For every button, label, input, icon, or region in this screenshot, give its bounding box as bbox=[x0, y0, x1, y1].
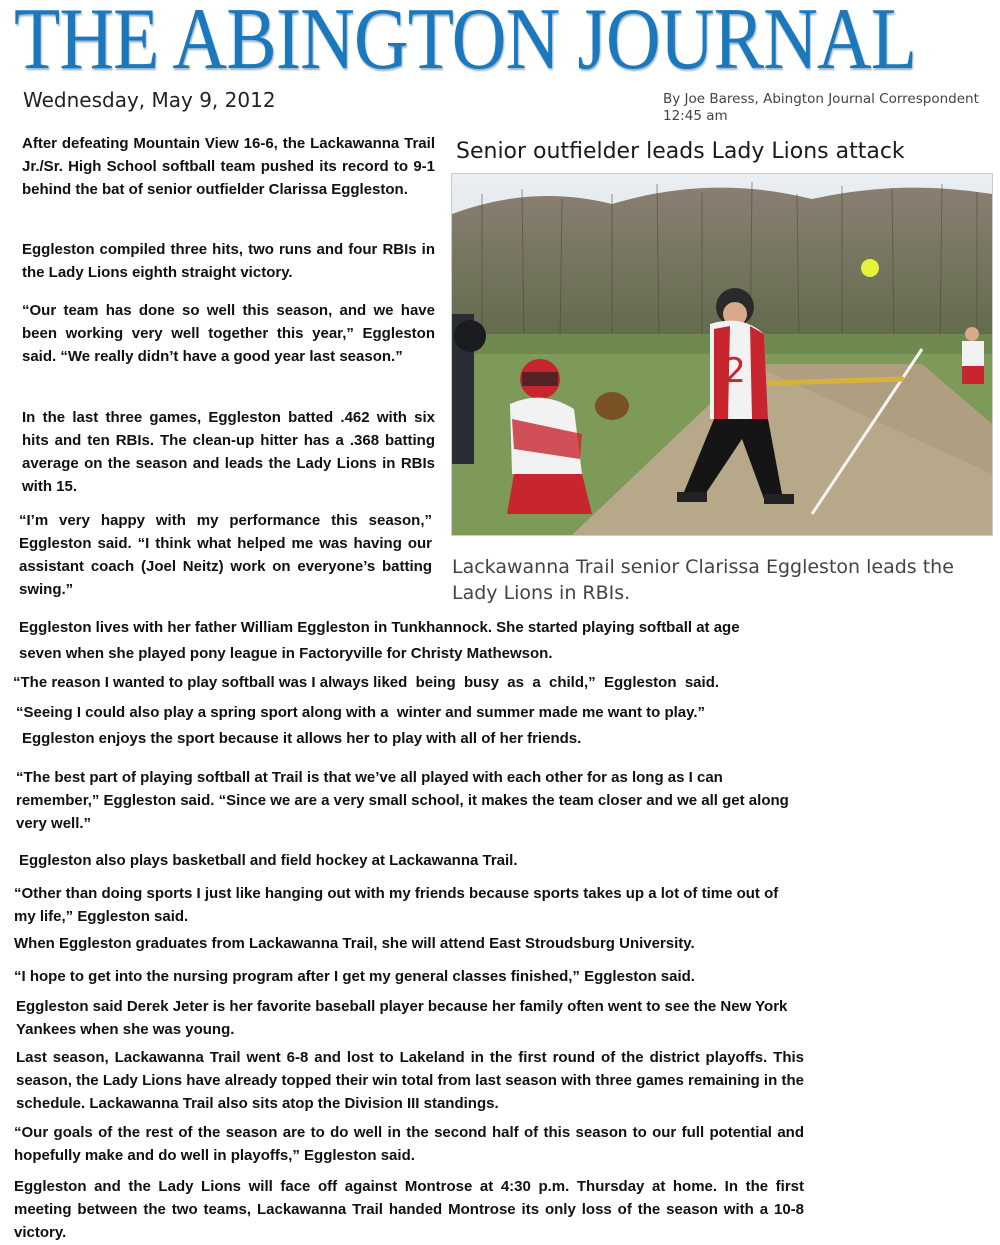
photo-title: Senior outfielder leads Lady Lions attack bbox=[456, 139, 905, 164]
photo-caption: Lackawanna Trail senior Clarissa Eggleston leads the Lady Lions in RBIs. bbox=[452, 556, 954, 604]
article-text: for Christy Mathewson. bbox=[386, 645, 553, 662]
byline bbox=[663, 91, 979, 125]
article-paragraph: “Other than doing sports I just like hanging out with my friends because sports takes up a lot of time out of my life,” Eggleston said. bbox=[14, 885, 779, 925]
article-text: seven when she played pony league in Factoryville bbox=[19, 645, 383, 662]
article-paragraph: Eggleston also plays basketball and field hockey at Lackawanna Trail. bbox=[19, 852, 518, 869]
byline-time: 12:45 am bbox=[663, 108, 728, 124]
article-paragraph bbox=[16, 701, 705, 724]
article-paragraph: After defeating Mountain View 16-6, the Lackawanna Trail Jr./Sr. High School softball team pushed its record to 9-1 behind the bat of senior outfielder Clarissa Eggleston. bbox=[22, 135, 435, 198]
article-paragraph: Last season, Lackawanna Trail went 6-8 and lost to Lakeland in the first round of the district playoffs. This season, the Lady Lions have already topped their win total from last season with three games remaining in the schedule. Lackawanna Trail also sits atop the Division III standings. bbox=[16, 1049, 804, 1112]
masthead-title: THE ABINGTON JOURNAL bbox=[14, 0, 917, 88]
article-paragraph: “I hope to get into the nursing program after I get my general classes finished,” Eggleston said. bbox=[14, 968, 695, 985]
article-paragraph: “Our goals of the rest of the season are to do well in the second half of this season to our full potential and hopefully make and do well in playoffs,” Eggleston said. bbox=[14, 1124, 804, 1164]
publication-date: Wednesday, May 9, 2012 bbox=[23, 88, 276, 112]
article-paragraph: “I’m very happy with my performance this season,” Eggleston said. “I think what helped me was having our assistant coach (Joel Neitz) work on everyone’s batting swing.” bbox=[19, 512, 432, 598]
byline-author: By Joe Baress, Abington Journal Correspondent bbox=[663, 91, 979, 107]
article-paragraph bbox=[19, 642, 553, 665]
article-paragraph: Eggleston enjoys the sport because it allows her to play with all of her friends. bbox=[22, 730, 582, 747]
article-text: “Seeing I could also play a spring sport along with a bbox=[16, 704, 389, 721]
article-paragraph: Eggleston said Derek Jeter is her favorite baseball player because her family often went to see the New York Yankees when she was young. bbox=[16, 998, 788, 1038]
article-paragraph: “Our team has done so well this season, and we have been working very well together this year,” Eggleston said. “We really didn’t have a good year last season.” bbox=[22, 302, 435, 365]
article-paragraph: In the last three games, Eggleston batted .462 with six hits and ten RBIs. The clean-up hitter has a .368 batting average on the season and leads the Lady Lions in RBIs with 15. bbox=[22, 409, 435, 495]
article-paragraph: Eggleston lives with her father William Eggleston in Tunkhannock. She started playing softball at age bbox=[19, 619, 740, 636]
jersey-number: 2 bbox=[724, 351, 746, 391]
article-paragraph: Eggleston and the Lady Lions will face off against Montrose at 4:30 p.m. Thursday at home. In the first meeting between the two teams, Lackawanna Trail handed Montrose its only loss of the season with a 10-8 victory. bbox=[14, 1178, 804, 1241]
article-photo bbox=[451, 173, 993, 536]
article-paragraph: “The best part of playing softball at Trail is that we’ve all played with each other for as long as I can remember,” Eggleston said. “Since we are a very small school, it makes the team closer and we all get along very well.” bbox=[16, 769, 789, 832]
article-paragraph: When Eggleston graduates from Lackawanna Trail, she will attend East Stroudsburg University. bbox=[14, 935, 695, 952]
article-text: winter and summer made me want to play.” bbox=[396, 704, 706, 721]
article-paragraph: “The reason I wanted to play softball was I always liked being busy as a child,” Eggleston said. bbox=[13, 674, 720, 691]
article-paragraph: Eggleston compiled three hits, two runs and four RBIs in the Lady Lions eighth straight victory. bbox=[22, 241, 435, 281]
